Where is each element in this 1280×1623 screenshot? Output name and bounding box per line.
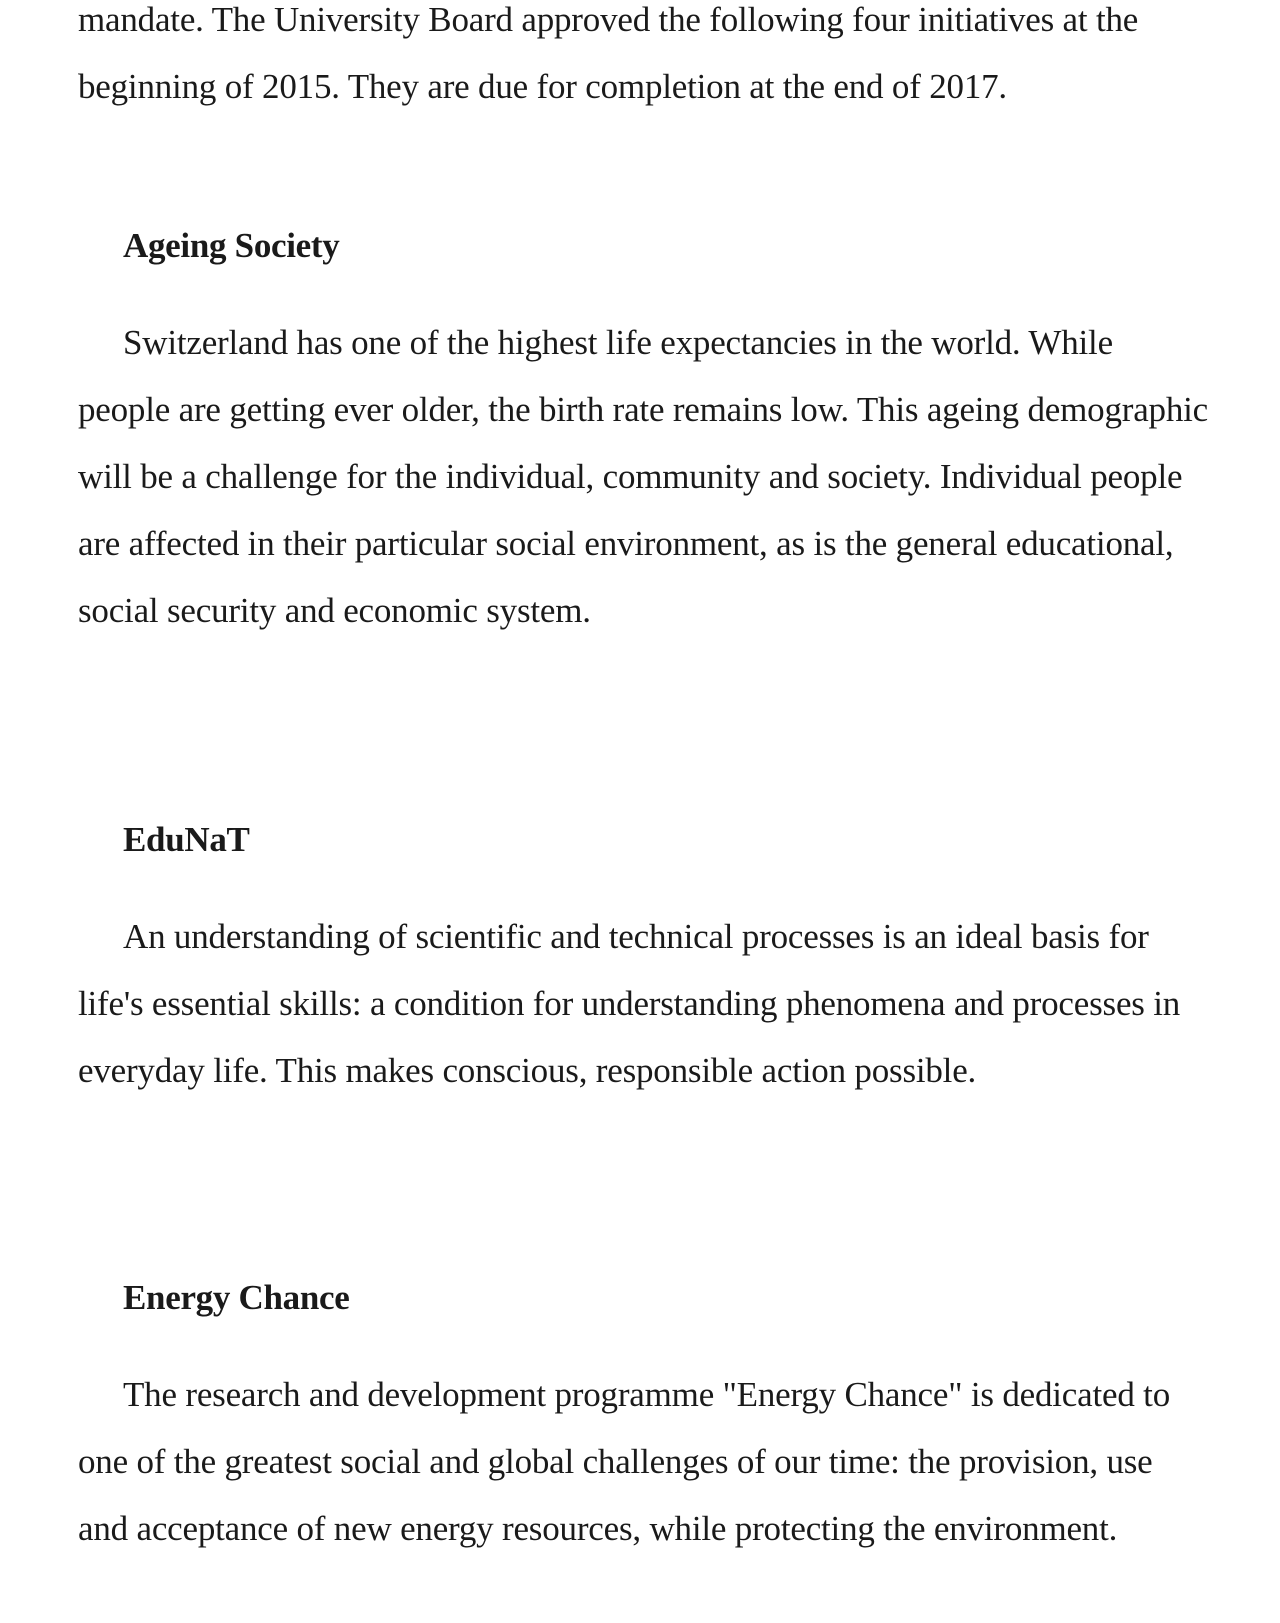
- section-heading-ageing-society: Ageing Society: [123, 226, 340, 265]
- section-heading-energy-chance: Energy Chance: [123, 1278, 350, 1317]
- section-body-ageing-society: Switzerland has one of the highest life expectancies in the world. While people are getting ever older, the birth rate remains low. This ageing demographic will be a challenge for the individual, community and society. Individual people are affected in their particular social environment, as is the general educational, social security and economic system.: [78, 323, 1208, 630]
- intro-paragraph: mandate. The University Board approved the following four initiatives at the beginning of 2015. They are due for completion at the end of 2017.: [78, 0, 1139, 106]
- section-heading-edunat: EduNaT: [123, 820, 250, 859]
- section-body-edunat: An understanding of scientific and technical processes is an ideal basis for life's essential skills: a condition for understanding phenomena and processes in everyday life. This makes conscious, responsible action possible.: [78, 917, 1181, 1090]
- section-body-energy-chance: The research and development programme "Energy Chance" is dedicated to one of the greatest social and global challenges of our time: the provision, use and acceptance of new energy resources, while protecting the environment.: [78, 1375, 1170, 1548]
